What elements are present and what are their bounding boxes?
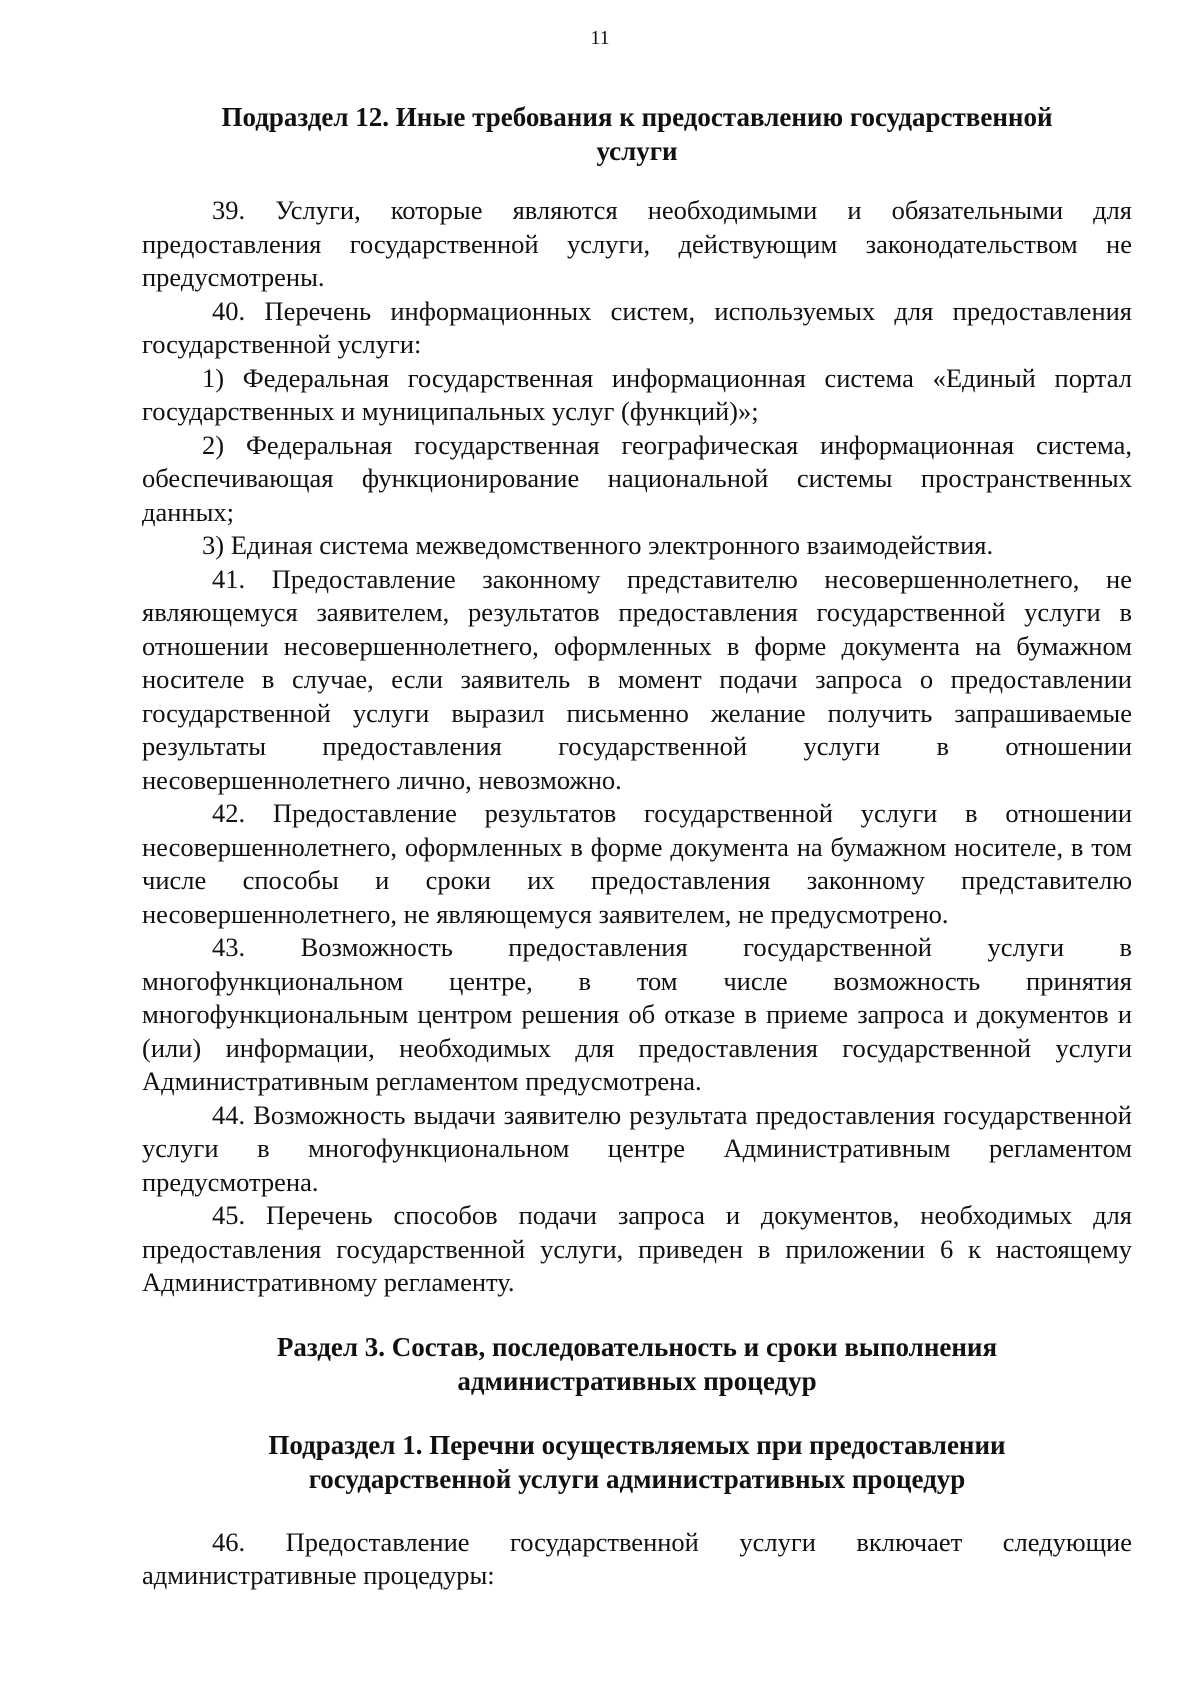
paragraph-40-item-2: 2) Федеральная государственная географическая информационная система, обеспечивающая функционирование национальной системы пространственных данных; <box>142 429 1132 527</box>
paragraph-39: 39. Услуги, которые являются необходимыми и обязательными для предоставления государственной услуги, действующим законодательством не предусмотрены. <box>142 195 1132 292</box>
section-3-heading-line1: Раздел 3. Состав, последовательность и сроки выполнения <box>276 1331 998 1362</box>
paragraph-42: 42. Предоставление результатов государственной услуги в отношении несовершеннолетнего, оформленных в форме документа на бумажном носителе, в том числе способы и сроки их предоставления законному представителю несовершеннолетнего, не являющемуся заявителем, не предусмотрено. <box>142 798 1132 929</box>
subsection-1-heading <box>142 1428 1132 1496</box>
document-body <box>142 100 1132 1593</box>
page-number: 11 <box>590 27 610 49</box>
paragraph-45: 45. Перечень способов подачи запроса и документов, необходимых для предоставления государственной услуги, приведен в приложении 6 к настоящему Административному регламенту. <box>142 1200 1132 1297</box>
paragraph-41: 41. Предоставление законному представителю несовершеннолетнего, не являющемуся заявителем, результатов предоставления государственной услуги в отношении несовершеннолетнего, оформленных в форме документа на бумажном носителе в случае, если заявитель в момент подачи запроса о предоставлении государственной услуги выразил письменно желание получить запрашиваемые результаты предоставления государственной услуги в отношении несовершеннолетнего лично, невозможно. <box>142 563 1132 795</box>
subsection-12-heading-line2: услуги <box>596 136 678 166</box>
section-3-heading <box>142 1330 1132 1398</box>
paragraph-40: 40. Перечень информационных систем, используемых для предоставления государственной услуги: <box>142 295 1132 359</box>
paragraph-46: 46. Предоставление государственной услуги включает следующие административные процедуры: <box>142 1526 1132 1590</box>
subsection-12-heading <box>142 100 1132 168</box>
subsection-12-heading-line1: Подраздел 12. Иные требования к предоставлению государственной <box>221 102 1053 132</box>
paragraph-40-item-3: 3) Единая система межведомственного электронного взаимодействия. <box>202 530 994 560</box>
section-3-heading-line2: административных процедур <box>457 1365 817 1396</box>
subsection-1-heading-line2: государственной услуги административных процедур <box>308 1463 966 1494</box>
subsection-1-heading-line1: Подраздел 1. Перечни осуществляемых при предоставлении <box>268 1429 1006 1460</box>
paragraph-43: 43. Возможность предоставления государственной услуги в многофункциональном центре, в том числе возможность принятия многофункциональным центром решения об отказе в приеме запроса и документов и (или) информации, необходимых для предоставления государственной услуги Административным регламентом предусмотрена. <box>142 932 1132 1096</box>
paragraph-40-item-1: 1) Федеральная государственная информационная система «Единый портал государственных и муниципальных услуг (функций)»; <box>142 362 1132 426</box>
paragraph-44: 44. Возможность выдачи заявителю результата предоставления государственной услуги в многофункциональном центре Административным регламентом предусмотрена. <box>142 1099 1132 1197</box>
